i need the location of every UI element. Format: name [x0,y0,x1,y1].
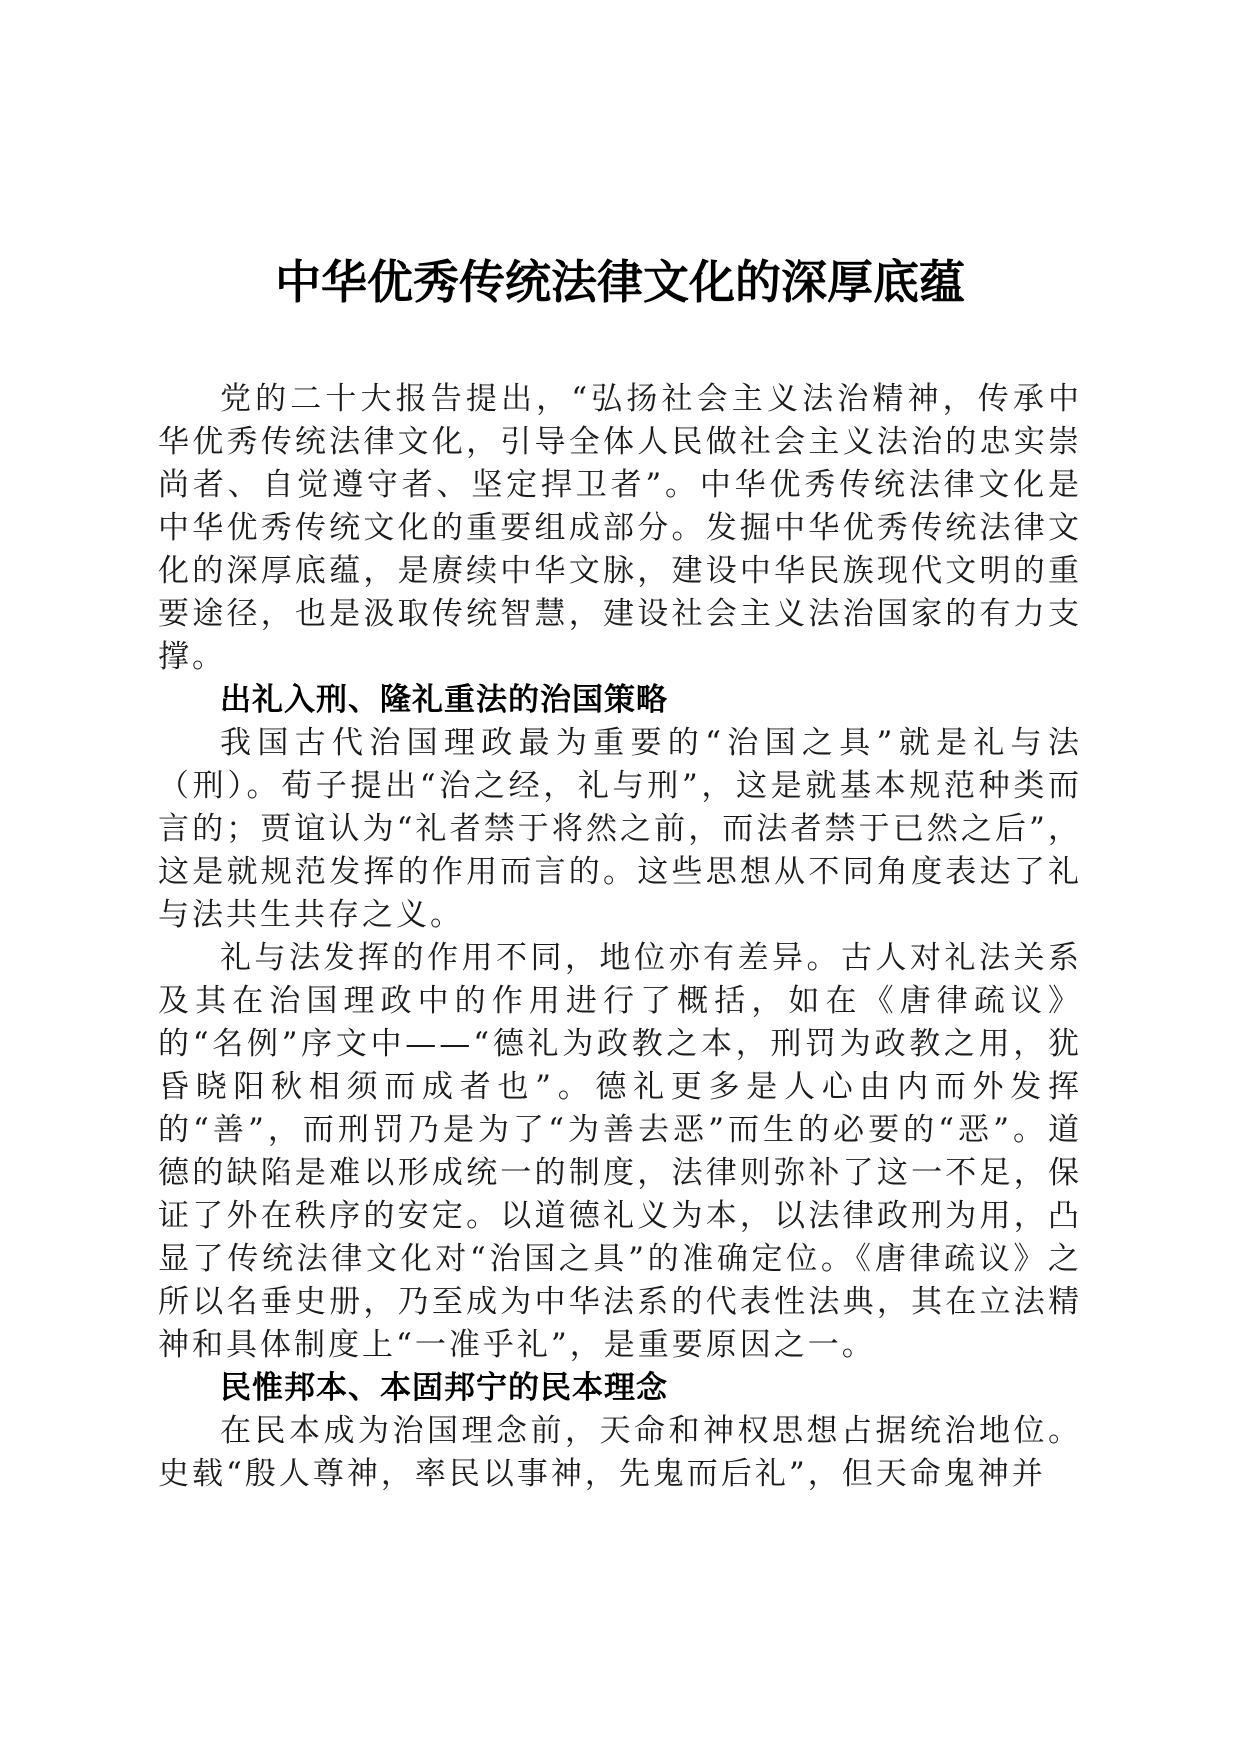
body-paragraph: 在民本成为治国理念前，天命和神权思想占据统治地位。史载“殷人尊神，率民以事神，先鬼而后礼”，但天命鬼神并 [158,1413,1082,1492]
body-paragraph: 我国古代治国理政最为重要的“治国之具”就是礼与法（刑）。荀子提出“治之经，礼与刑”，这是就基本规范种类而言的；贾谊认为“礼者禁于将然之前，而法者禁于已然之后”，这是就规范发挥的作用而言的。这些思想从不同角度表达了礼与法共生共存之义。 [158,725,1082,933]
article-body [158,378,1082,1496]
section-heading-rites-and-law: 出礼入刑、隆礼重法的治国策略 [220,682,668,718]
body-paragraph: 礼与法发挥的作用不同，地位亦有差异。古人对礼法关系及其在治国理政中的作用进行了概括，如在《唐律疏议》的“名例”序文中——“德礼为政教之本，刑罚为政教之用，犹昏晓阳秋相须而成者也”。德礼更多是人心由内而外发挥的“善”，而刑罚乃是为了“为善去恶”而生的必要的“恶”。道德的缺陷是难以形成统一的制度，法律则弥补了这一不足，保证了外在秩序的安定。以道德礼义为本，以法律政刑为用，凸显了传统法律文化对“治国之具”的准确定位。《唐律疏议》之所以名垂史册，乃至成为中华法系的代表性法典，其在立法精神和具体制度上“一准乎礼”，是重要原因之一。 [158,940,1082,1363]
section-heading-people-as-foundation: 民惟邦本、本固邦宁的民本理念 [220,1370,668,1406]
intro-paragraph: 党的二十大报告提出，“弘扬社会主义法治精神，传承中华优秀传统法律文化，引导全体人民做社会主义法治的忠实崇尚者、自觉遵守者、坚定捍卫者”。中华优秀传统法律文化是中华优秀传统文化的重要组成部分。发掘中华优秀传统法律文化的深厚底蕴，是赓续中华文脉，建设中华民族现代文明的重要途径，也是汲取传统智慧，建设社会主义法治国家的有力支撑。 [158,381,1082,675]
page-title: 中华优秀传统法律文化的深厚底蕴 [275,255,965,309]
